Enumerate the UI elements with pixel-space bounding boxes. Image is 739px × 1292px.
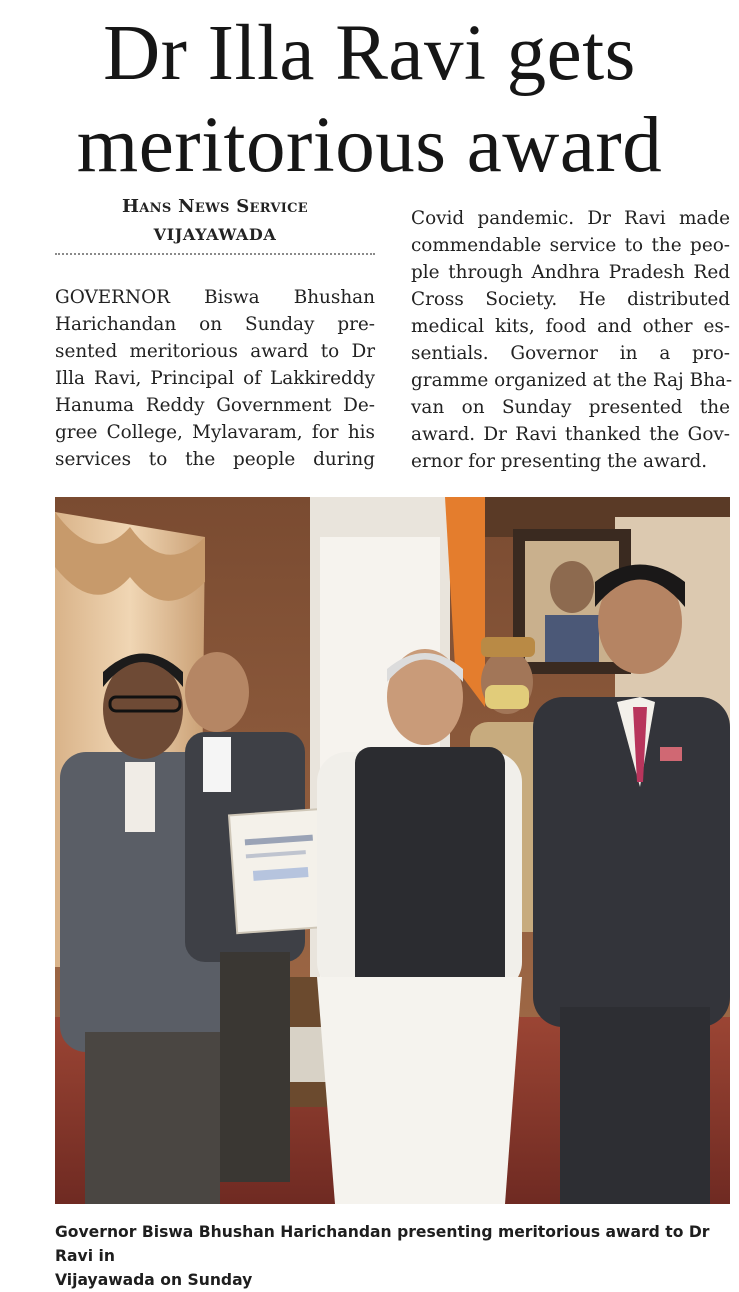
headline-line-1: Dr Illa Ravi gets	[103, 10, 636, 97]
byline	[55, 192, 375, 248]
caption-line-2: Vijayawada on Sunday	[55, 1271, 253, 1289]
headline-line-2: meritorious award	[76, 102, 663, 189]
column-2-line: sentials. Governor in a pro-	[411, 343, 730, 364]
caption-line-1: Governor Biswa Bhushan Harichandan presenting meritorious award to Dr Ravi in	[55, 1223, 710, 1265]
headline	[0, 8, 739, 192]
portrait-body	[545, 615, 599, 662]
column-1-line: Illa Ravi, Principal of Lakkireddy	[55, 368, 375, 389]
column-1-line: Harichandan on Sunday pre-	[55, 314, 375, 335]
byline-place: VIJAYAWADA	[153, 225, 277, 244]
column-2-line: award. Dr Ravi thanked the Gov-	[411, 424, 730, 445]
column-2-line: Cross Society. He distributed	[411, 289, 730, 310]
column-1-line: sented meritorious award to Dr	[55, 341, 375, 362]
portrait-face	[550, 561, 594, 613]
award-ceremony-photo	[55, 497, 730, 1204]
column-1-line: GOVERNOR Biswa Bhushan	[55, 287, 375, 308]
award-certificate	[229, 809, 332, 933]
byline-service: Hans News Service	[121, 196, 309, 217]
column-2-line: Covid pandemic. Dr Ravi made	[411, 208, 730, 229]
article-column-2	[411, 205, 733, 475]
column-1-line: gree College, Mylavaram, for his	[55, 422, 375, 443]
column-1-line: services to the people during	[55, 449, 375, 470]
news-photo	[55, 497, 730, 1204]
photo-caption	[55, 1220, 735, 1292]
column-2-line: gramme organized at the Raj Bha-	[411, 370, 733, 391]
column-2-line: medical kits, food and other es-	[411, 316, 730, 337]
dotted-divider	[55, 253, 375, 255]
column-1-line: Hanuma Reddy Government De-	[55, 395, 375, 416]
column-2-line: commendable service to the peo-	[411, 235, 730, 256]
article-column-1	[55, 284, 375, 473]
column-2-line: ple through Andhra Pradesh Red	[411, 262, 730, 283]
column-2-line: ernor for presenting the award.	[411, 451, 708, 472]
column-2-line: van on Sunday presented the	[411, 397, 730, 418]
